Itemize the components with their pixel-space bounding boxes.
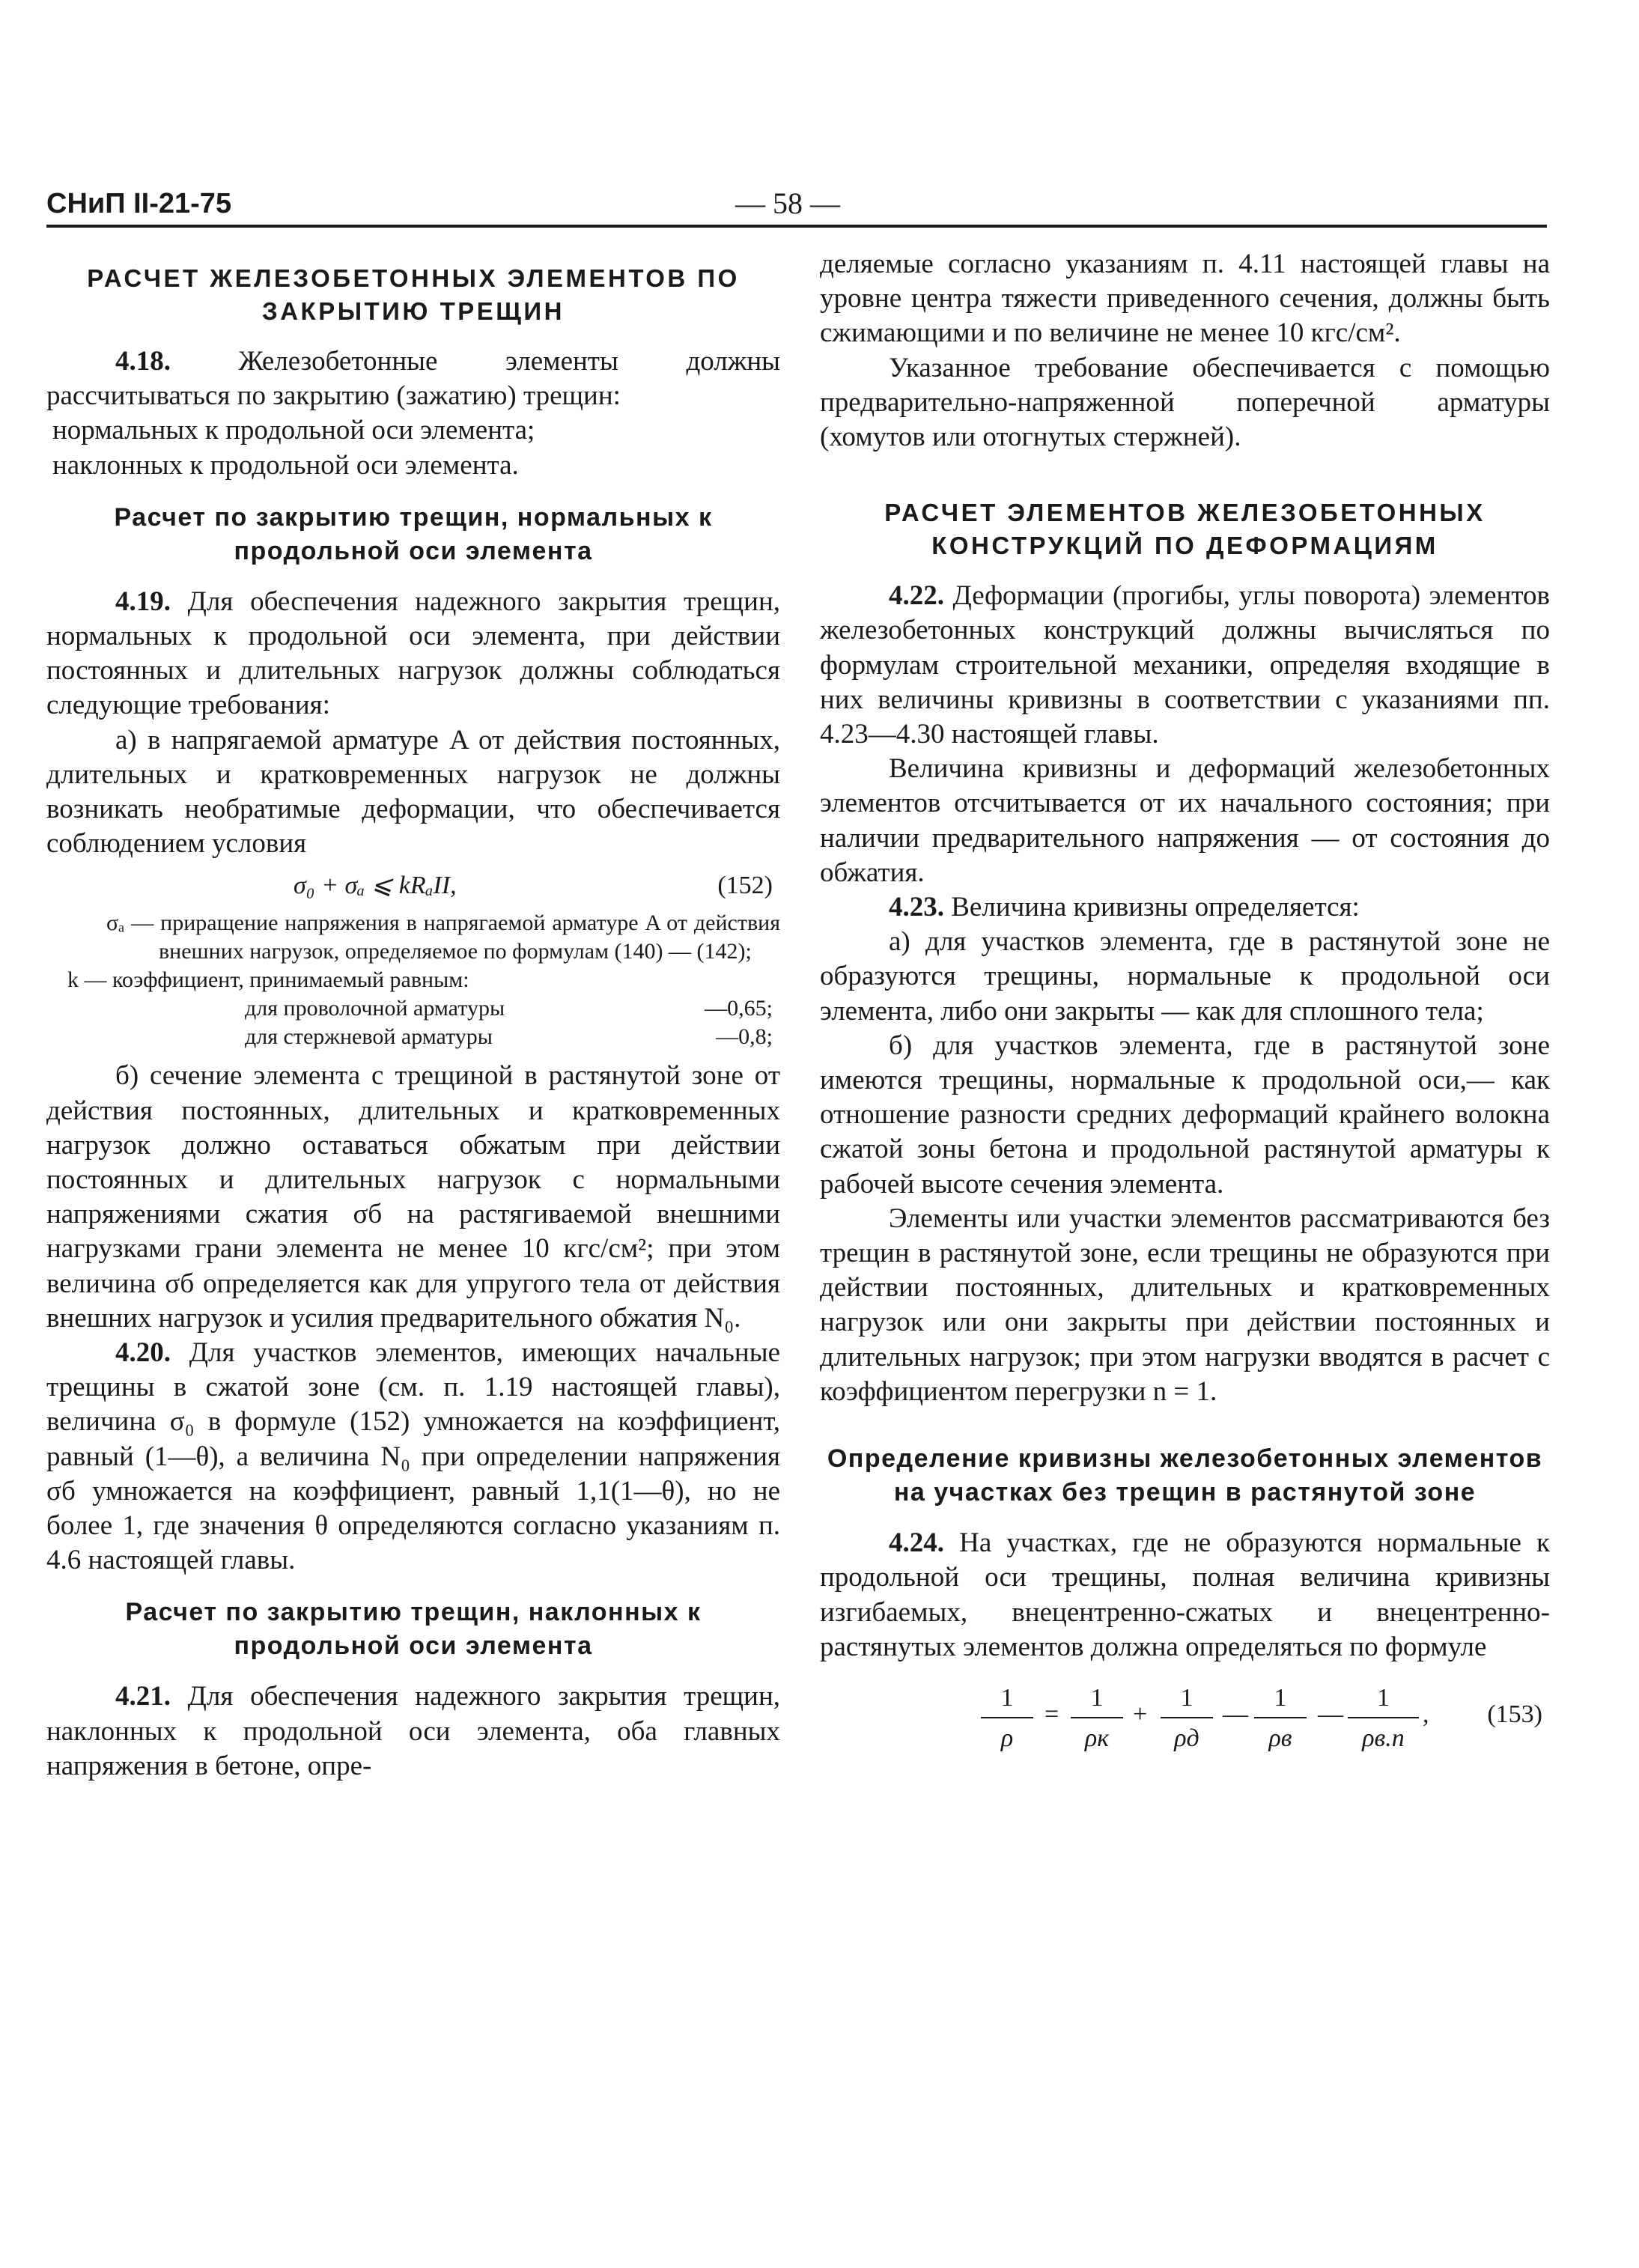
k-rod-value: —0,8; bbox=[716, 1024, 773, 1050]
paragraph-4-19-b: б) сечение элемента с трещиной в растянутой зоне от действия постоянных, длительных и кратковременных нагрузок должно оставаться обжатым при действии постоянных и длительных нагрузок с нормальными напряжениями сжатия σб на растягиваемой внешними нагрузками грани элемента не менее 10 кгс/см²; при этом величина σб определяется как для упругого тела от действия внешних нагрузок и усилия предварительного обжатия N₀. bbox=[46, 1060, 780, 1334]
k-wire-row bbox=[46, 994, 780, 1023]
list-item: наклонных к продольной оси элемента. bbox=[52, 449, 519, 481]
definition-sigma-a: σₐ — приращение напряжения в напрягаемой арматуре A от действия внешних нагрузок, определяемое по формулам (140) — (142); bbox=[46, 909, 780, 966]
formula-expression: σ₀ + σₐ ⩽ kRₐII, bbox=[294, 872, 457, 900]
where-label bbox=[46, 909, 106, 937]
clause-text: Для обеспечения надежного закрытия трещин, наклонных к продольной оси элемента, оба главных напряжения в бетоне, опре- bbox=[46, 1681, 780, 1781]
k-wire-label: для проволочной арматуры bbox=[245, 996, 505, 1021]
k-rod-label: для стержневой арматуры bbox=[245, 1024, 493, 1050]
paragraph-4-21 bbox=[46, 1679, 780, 1784]
paragraph-4-18 bbox=[46, 344, 780, 413]
paragraph-4-23-a: а) для участков элемента, где в растянутой зоне не образуются трещины, нормальные к продольной оси элемента, либо они закрыты — как для сплошного тела; bbox=[820, 926, 1550, 1027]
clause-text: Величина кривизны определяется: bbox=[944, 892, 1360, 923]
k-rod-row bbox=[46, 1023, 780, 1051]
clause-text: Деформации (прогибы, углы поворота) элементов железобетонных конструкций должны вычисляться по формулам строительной механики, определяя входящие в них величины кривизны в соответствии с указаниями пп. 4.23—4.30 настоящей главы. bbox=[820, 580, 1550, 750]
clause-text: На участках, где не образуются нормальные к продольной оси трещины, полная величина кривизны изгибаемых, внецентренно-сжатых и внецентренно-растянутых элементов должна определяться по формуле bbox=[820, 1527, 1550, 1662]
equation-number: (153) bbox=[1487, 1700, 1542, 1728]
paragraph-4-23-b: б) для участков элемента, где в растянутой зоне имеются трещины, нормальные к продольной оси,— как отношение разности средних деформаций крайнего волокна сжатой зоны бетона и продольной растянутой арматуры к рабочей высоте сечения элемента. bbox=[820, 1030, 1550, 1200]
running-header bbox=[46, 183, 1544, 225]
right-column bbox=[820, 247, 1550, 1763]
paragraph-4-21-b: Указанное требование обеспечивается с помощью предварительно-напряженной поперечной арматуры (хомутов или отогнутых стержней). bbox=[820, 352, 1550, 453]
clause-number: 4.24. bbox=[889, 1527, 944, 1559]
list-item: нормальных к продольной оси элемента; bbox=[52, 415, 535, 446]
minus-sign: — bbox=[1318, 1700, 1343, 1728]
equation-number: (152) bbox=[717, 872, 773, 900]
clause-number: 4.18. bbox=[115, 346, 171, 377]
paragraph-4-23-c: Элементы или участки элементов рассматриваются без трещин в растянутой зоне, если трещины не образуются при действии постоянных, длительных и кратковременных нагрузок или они закрыты при действии постоянных и длительных нагрузок; при этом нагрузки вводятся в расчет с коэффициентом перегрузки n = 1. bbox=[820, 1203, 1550, 1407]
paragraph-4-22 bbox=[820, 579, 1550, 752]
paragraph-4-23 bbox=[820, 890, 1550, 925]
formula-152 bbox=[46, 864, 780, 906]
k-wire-value: —0,65; bbox=[705, 996, 773, 1021]
clause-number: 4.21. bbox=[115, 1681, 171, 1712]
clause-number: 4.20. bbox=[115, 1337, 171, 1369]
paragraph-4-19-a: а) в напрягаемой арматуре A от действия постоянных, длительных и кратковременных нагрузок не должны возникать необратимые деформации, что обеспечивается соблюдением условия bbox=[46, 724, 780, 860]
fraction-term-4: 1 ρв.п bbox=[1348, 1681, 1419, 1756]
formula-153 bbox=[820, 1681, 1550, 1763]
paragraph-4-22-b: Величина кривизны и деформаций железобетонных элементов отсчитывается от их начального состояния; при наличии предварительного напряжения — от состояния до обжатия. bbox=[820, 753, 1550, 888]
equals-sign: = bbox=[1044, 1700, 1059, 1728]
subsection-heading-inclined-cracks: Расчет по закрытию трещин, наклонных к продольной оси элемента bbox=[125, 1598, 702, 1661]
clause-text: Железобетонные элементы должны рассчитываться по закрытию (зажатию) трещин: bbox=[46, 346, 780, 412]
section-heading-deformations: РАСЧЕТ ЭЛЕМЕНТОВ ЖЕЛЕЗОБЕТОННЫХ КОНСТРУКЦИЙ ПО ДЕФОРМАЦИЯМ bbox=[884, 499, 1486, 560]
clause-number: 4.19. bbox=[115, 586, 171, 617]
paragraph-4-24 bbox=[820, 1526, 1550, 1664]
comma: , bbox=[1423, 1700, 1429, 1728]
subsection-heading-normal-cracks: Расчет по закрытию трещин, нормальных к продольной оси элемента bbox=[114, 502, 713, 565]
fraction-lhs: $\frac{1}{\rho}$ bbox=[981, 1681, 1033, 1756]
paragraph-4-19 bbox=[46, 585, 780, 723]
minus-sign: — bbox=[1223, 1700, 1248, 1728]
fraction-term-3: 1 ρв bbox=[1254, 1681, 1307, 1756]
paragraph-4-21-continued: деляемые согласно указаниям п. 4.11 настоящей главы на уровне центра тяжести приведенного сечения, должны быть сжимающими и по величине не менее 10 кгс/см². bbox=[820, 249, 1550, 349]
header-rule bbox=[46, 225, 1547, 228]
document-code: СНиП II-21-75 bbox=[46, 188, 232, 219]
fraction-term-2: 1 ρд bbox=[1161, 1681, 1213, 1756]
clause-text: Для участков элементов, имеющих начальные трещины в сжатой зоне (см. п. 1.19 настоящей главы), величина σ₀ в формуле (152) умножается на коэффициент, равный (1—θ), а величина N₀ при определении напряжения σб умножается на коэффициент, равный 1,1(1—θ), но не более 1, где значения θ определяются согласно указаниям п. 4.6 настоящей главы. bbox=[46, 1337, 780, 1576]
clause-number: 4.22. bbox=[889, 580, 944, 612]
fraction-term-1: 1 ρк bbox=[1071, 1681, 1123, 1756]
section-heading-crack-closure: РАСЧЕТ ЖЕЛЕЗОБЕТОННЫХ ЭЛЕМЕНТОВ ПО ЗАКРЫТИЮ ТРЕЩИН bbox=[87, 264, 740, 325]
plus-sign: + bbox=[1133, 1700, 1148, 1728]
page-number: — 58 — bbox=[735, 186, 840, 220]
left-column bbox=[46, 247, 780, 1784]
paragraph-4-20 bbox=[46, 1336, 780, 1578]
variable-definitions bbox=[46, 909, 780, 1051]
subsection-heading-curvature: Определение кривизны железобетонных элементов на участках без трещин в растянутой зоне bbox=[827, 1444, 1543, 1507]
definition-k: k — коэффициент, принимаемый равным: bbox=[67, 967, 469, 993]
clause-number: 4.23. bbox=[889, 892, 944, 923]
clause-text: Для обеспечения надежного закрытия трещин, нормальных к продольной оси элемента, при действии постоянных и длительных нагрузок должны соблюдаться следующие требования: bbox=[46, 586, 780, 721]
